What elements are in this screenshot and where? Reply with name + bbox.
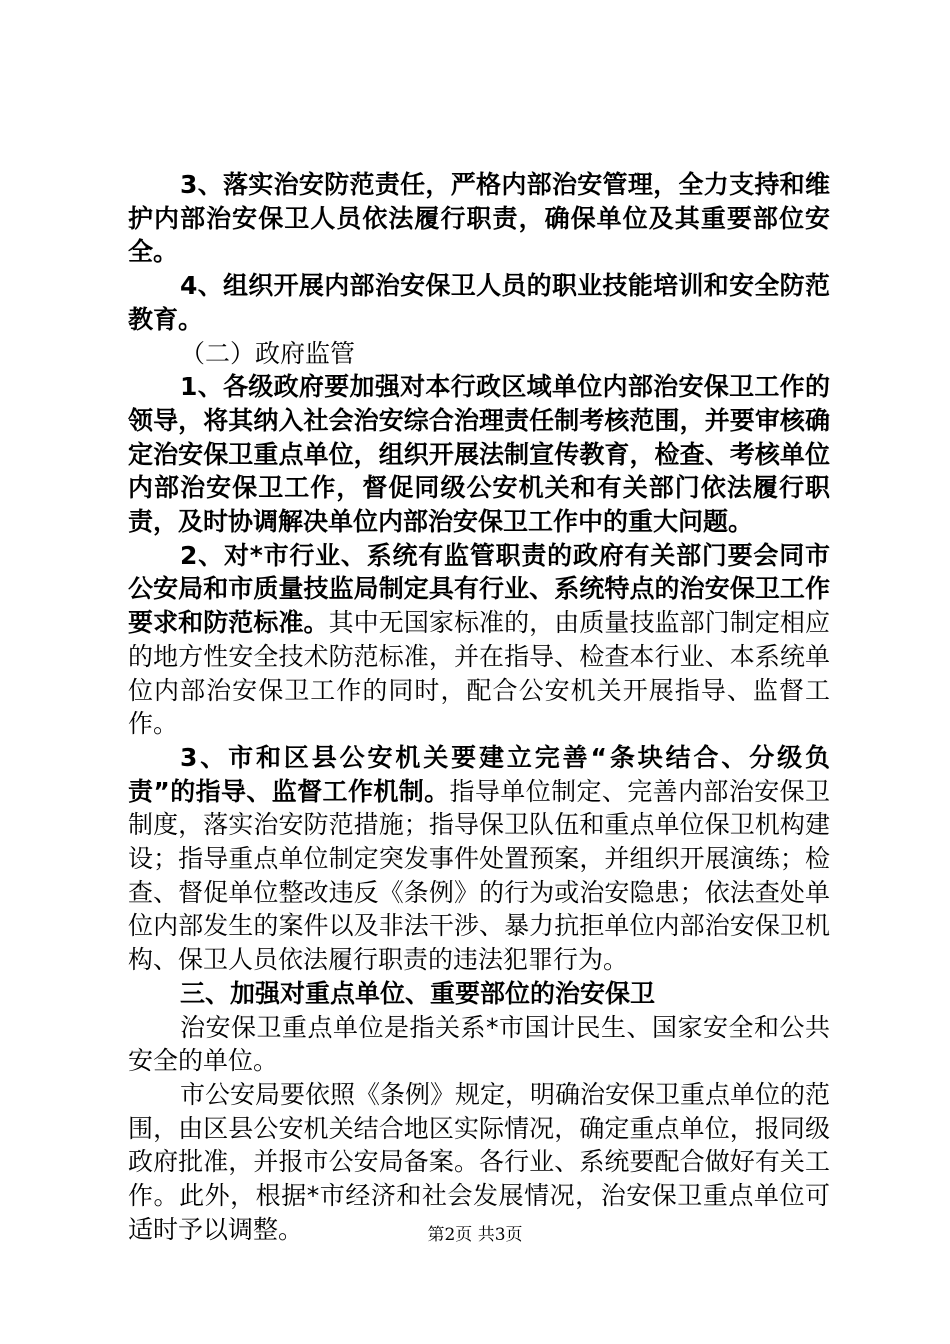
paragraph-supervision-3-normal: 指导单位制定、完善内部治安保卫制度，落实治安防范措施；指导保卫队伍和重点单位保卫机构建设；指导重点单位制定突发事件处置预案，并组织开展演练；检查、督促单位整改违反《条例》的行为或治安隐患；依法查处单位内部发生的案件以及非法干涉、暴力抗拒单位内部治安保卫机构、保卫人员依法履行职责的违法犯罪行为。 (128, 776, 830, 975)
paragraph-item-4: 4、组织开展内部治安保卫人员的职业技能培训和安全防范教育。 (128, 271, 830, 334)
paragraph-key-units-scope: 市公安局要依照《条例》规定，明确治安保卫重点单位的范围，由区县公安机关结合地区实际情况，确定重点单位，报同级政府批准，并报市公安局备案。各行业、系统要配合做好有关工作。此外，根据*市经济和社会发展情况，治安保卫重点单位可适时予以调整。 (128, 1079, 831, 1244)
paragraph-supervision-2-bold: 2、对*市行业、系统有监管职责的政府有关部门要会同市公安局和市质量技监局制定具有行业、系统特点的治安保卫工作要求和防范标准。 (128, 540, 830, 638)
paragraph-supervision-2 (128, 539, 830, 741)
document-body (128, 168, 830, 1247)
paragraph-item-3: 3、落实治安防范责任，严格内部治安管理，全力支持和维护内部治安保卫人员依法履行职责，确保单位及其重要部位安全。 (128, 170, 830, 267)
page-footer: 第2页 共3页 (427, 1225, 523, 1245)
paragraph-supervision-3 (128, 741, 830, 977)
section-heading-government-supervision: （二）政府监管 (180, 338, 356, 368)
paragraph-key-units-definition: 治安保卫重点单位是指关系*市国计民生、国家安全和公共安全的单位。 (128, 1012, 830, 1076)
paragraph-supervision-1: 1、各级政府要加强对本行政区域单位内部治安保卫工作的领导，将其纳入社会治安综合治理责任制考核范围，并要审核确定治安保卫重点单位，组织开展法制宣传教育，检查、考核单位内部治安保卫工作，督促同级公安机关和有关部门依法履行职责，及时协调解决单位内部治安保卫工作中的重大问题。 (128, 372, 830, 537)
paragraph-supervision-2-normal: 其中无国家标准的，由质量技监部门制定相应的地方性安全技术防范标准，并在指导、检查本行业、本系统单位内部治安保卫工作的同时，配合公安机关开展指导、监督工作。 (128, 608, 830, 739)
section-heading-three: 三、加强对重点单位、重要部位的治安保卫 (180, 978, 656, 1008)
paragraph-supervision-3-bold: 3、市和区县公安机关要建立完善“条块结合、分级负责”的指导、监督工作机制。 (128, 742, 830, 806)
